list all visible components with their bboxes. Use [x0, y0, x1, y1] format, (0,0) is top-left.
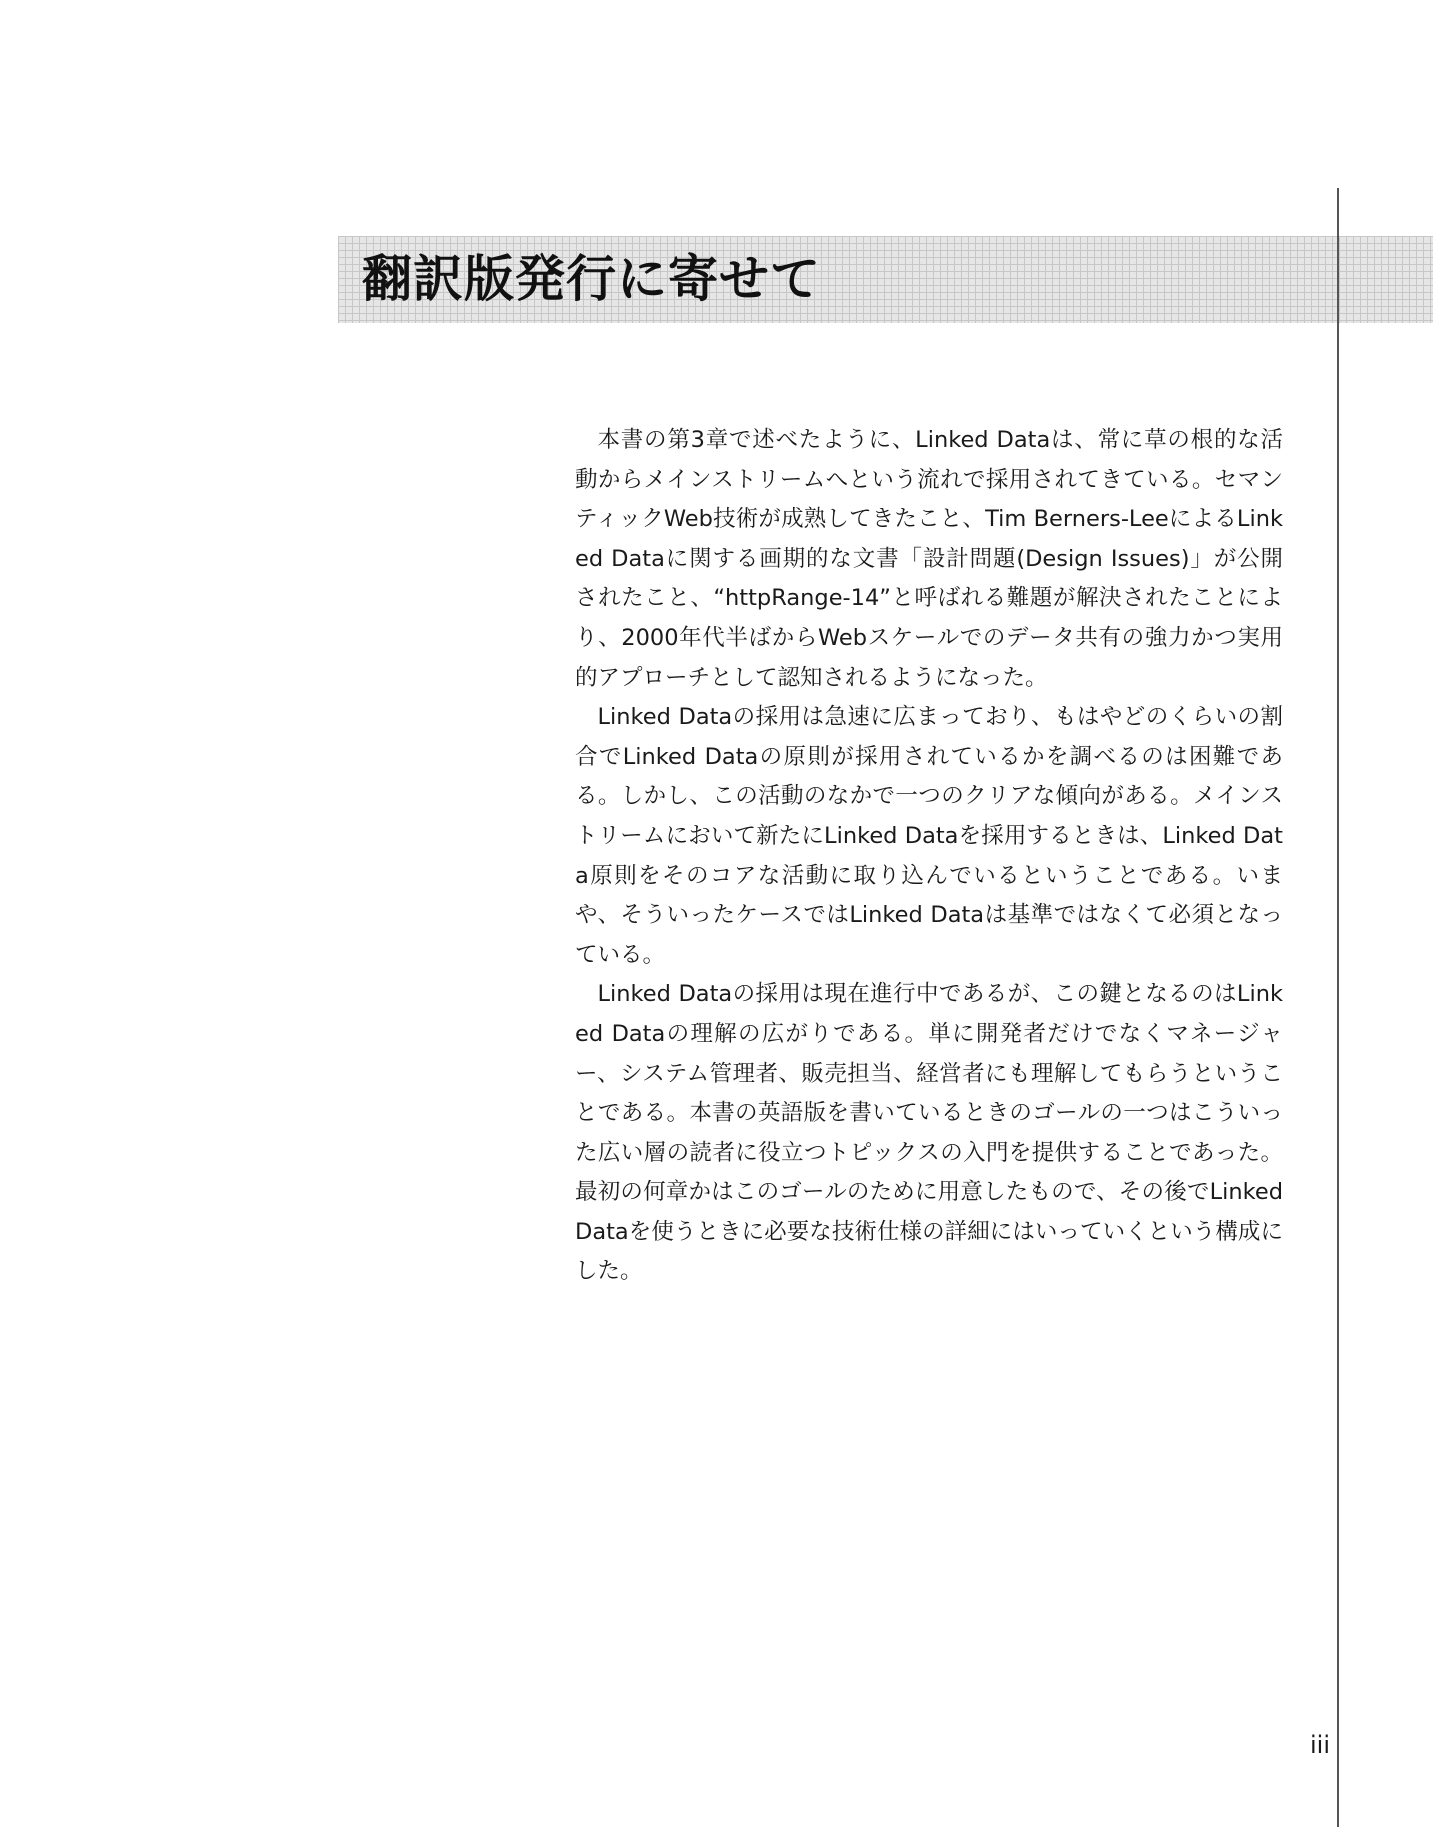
page-number: iii [1309, 1731, 1330, 1759]
body-text [575, 421, 1283, 1292]
chapter-title: 翻訳版発行に寄せて [362, 250, 821, 308]
paragraph-1: 本書の第3章で述べたように、Linked Dataは、常に草の根的な活動からメインストリームへという流れで採用されてきている。セマンティックWeb技術が成熟してきたこと、Tim Berners-LeeによるLinked Dataに関する画期的な文書「設計問題(Design Issues)」が公開されたこと、“httpRange-14”と呼ばれる難題が解決されたことにより、2000年代半ばからWebスケールでのデータ共有の強力かつ実用的アプローチとして認知されるようになった。 [575, 427, 1283, 691]
paragraph-2: Linked Dataの採用は急速に広まっており、もはやどのくらいの割合でLinked Dataの原則が採用されているかを調べるのは困難である。しかし、この活動のなかで一つのクリアな傾向がある。メインストリームにおいて新たにLinked Dataを採用するときは、Linked Data原則をそのコアな活動に取り込んでいるということである。いまや、そういったケースではLinked Dataは基準ではなくて必須となっている。 [575, 704, 1283, 968]
paragraph-3: Linked Dataの採用は現在進行中であるが、この鍵となるのはLinked Dataの理解の広がりである。単に開発者だけでなくマネージャー、システム管理者、販売担当、経営者にも理解してもらうということである。本書の英語版を書いているときのゴールの一つはこういった広い層の読者に役立つトピックスの入門を提供することであった。最初の何章かはこのゴールのために用意したもので、その後でLinked Dataを使うときに必要な技術仕様の詳細にはいっていくという構成にした。 [575, 981, 1283, 1285]
margin-rule [1337, 188, 1339, 1827]
